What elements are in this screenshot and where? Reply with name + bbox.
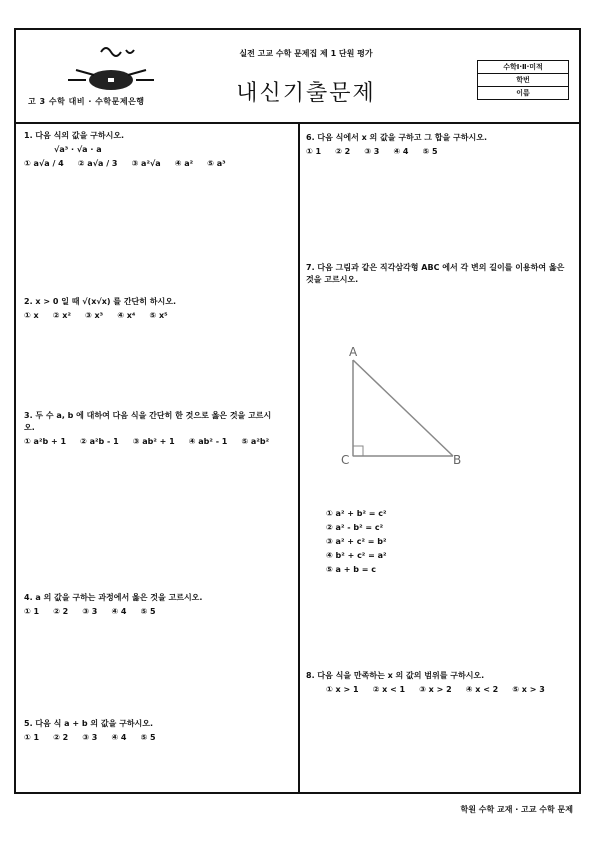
vertex-label-c: C xyxy=(341,453,350,467)
right-triangle-figure xyxy=(325,340,465,470)
question-6: 6. 다음 식에서 x 의 값을 구하고 그 합을 구하시오. ① 1 ② 2 ③ 3 ④ 4 ⑤ 5 xyxy=(306,132,574,158)
question-6-choices: ① 1 ② 2 ③ 3 ④ 4 ⑤ 5 xyxy=(306,147,438,156)
column-divider xyxy=(298,124,300,794)
info-box xyxy=(477,60,569,100)
question-1: 1. 다음 식의 값을 구하시오. √a³ · √a · a ① a√a / 4 ② a√a / 3 ③ a²√a ④ a² ⑤ a³ xyxy=(24,130,279,170)
question-3-choices: ① a²b + 1 ② a²b - 1 ③ ab² + 1 ④ ab² - 1 ⑤ a²b² xyxy=(24,437,270,446)
question-8-choices: ① x > 1 ② x < 1 ③ x > 2 ④ x < 2 ⑤ x > 3 xyxy=(326,685,545,694)
page-header xyxy=(16,30,579,124)
school-logo-icon xyxy=(56,40,166,100)
question-7: 7. 다음 그림과 같은 직각삼각형 ABC 에서 각 변의 길이를 이용하여 옳은 것을 고르시오. xyxy=(306,263,565,284)
page-subtitle: 실전 고교 수학 문제집 제 1 단원 평가 xyxy=(239,49,373,58)
vertex-label-a: A xyxy=(349,345,358,359)
page-title: 내신기출문제 xyxy=(236,81,376,106)
question-1-formula: √a³ · √a · a xyxy=(54,145,102,154)
info-student-number: 학번 xyxy=(478,74,568,87)
question-2: 2. x > 0 일 때 √(x√x) 를 간단히 하시오. ① x ② x² ③ x³ ④ x⁴ ⑤ x⁵ xyxy=(24,296,279,322)
info-course: 수학Ⅰ·Ⅱ·미적 xyxy=(478,61,568,74)
question-4: 4. a 의 값을 구하는 과정에서 옳은 것을 고르시오. ① 1 ② 2 ③ 3 ④ 4 ⑤ 5 xyxy=(24,592,279,618)
school-name: 고 3 수학 대비 · 수학문제은행 xyxy=(28,97,145,106)
vertex-label-b: B xyxy=(453,453,462,467)
page-footer: 학원 수학 교재 · 고교 수학 문제 xyxy=(460,805,573,814)
question-7-choices: ① a² + b² = c² ② a² - b² = c² ③ a² + c² = b² ④ b² + c² = a² ⑤ a + b = c xyxy=(326,509,387,574)
question-4-choices: ① 1 ② 2 ③ 3 ④ 4 ⑤ 5 xyxy=(24,607,156,616)
info-name: 이름 xyxy=(516,89,530,97)
question-3: 3. 두 수 a, b 에 대하여 다음 식을 간단히 한 것으로 옳은 것을 고르시오. ① a²b + 1 ② a²b - 1 ③ ab² + 1 ④ ab² - 1 ⑤ a²b² xyxy=(24,410,279,448)
question-5-choices: ① 1 ② 2 ③ 3 ④ 4 ⑤ 5 xyxy=(24,733,156,742)
question-8: 8. 다음 식을 만족하는 x 의 값의 범위를 구하시오. ① x > 1 ② x < 1 ③ x > 2 ④ x < 2 ⑤ x > 3 xyxy=(306,670,574,696)
question-1-choices: ① a√a / 4 ② a√a / 3 ③ a²√a ④ a² ⑤ a³ xyxy=(24,159,226,168)
question-2-choices: ① x ② x² ③ x³ ④ x⁴ ⑤ x⁵ xyxy=(24,311,168,320)
question-5: 5. 다음 식 a + b 의 값을 구하시오. ① 1 ② 2 ③ 3 ④ 4 ⑤ 5 xyxy=(24,718,279,744)
